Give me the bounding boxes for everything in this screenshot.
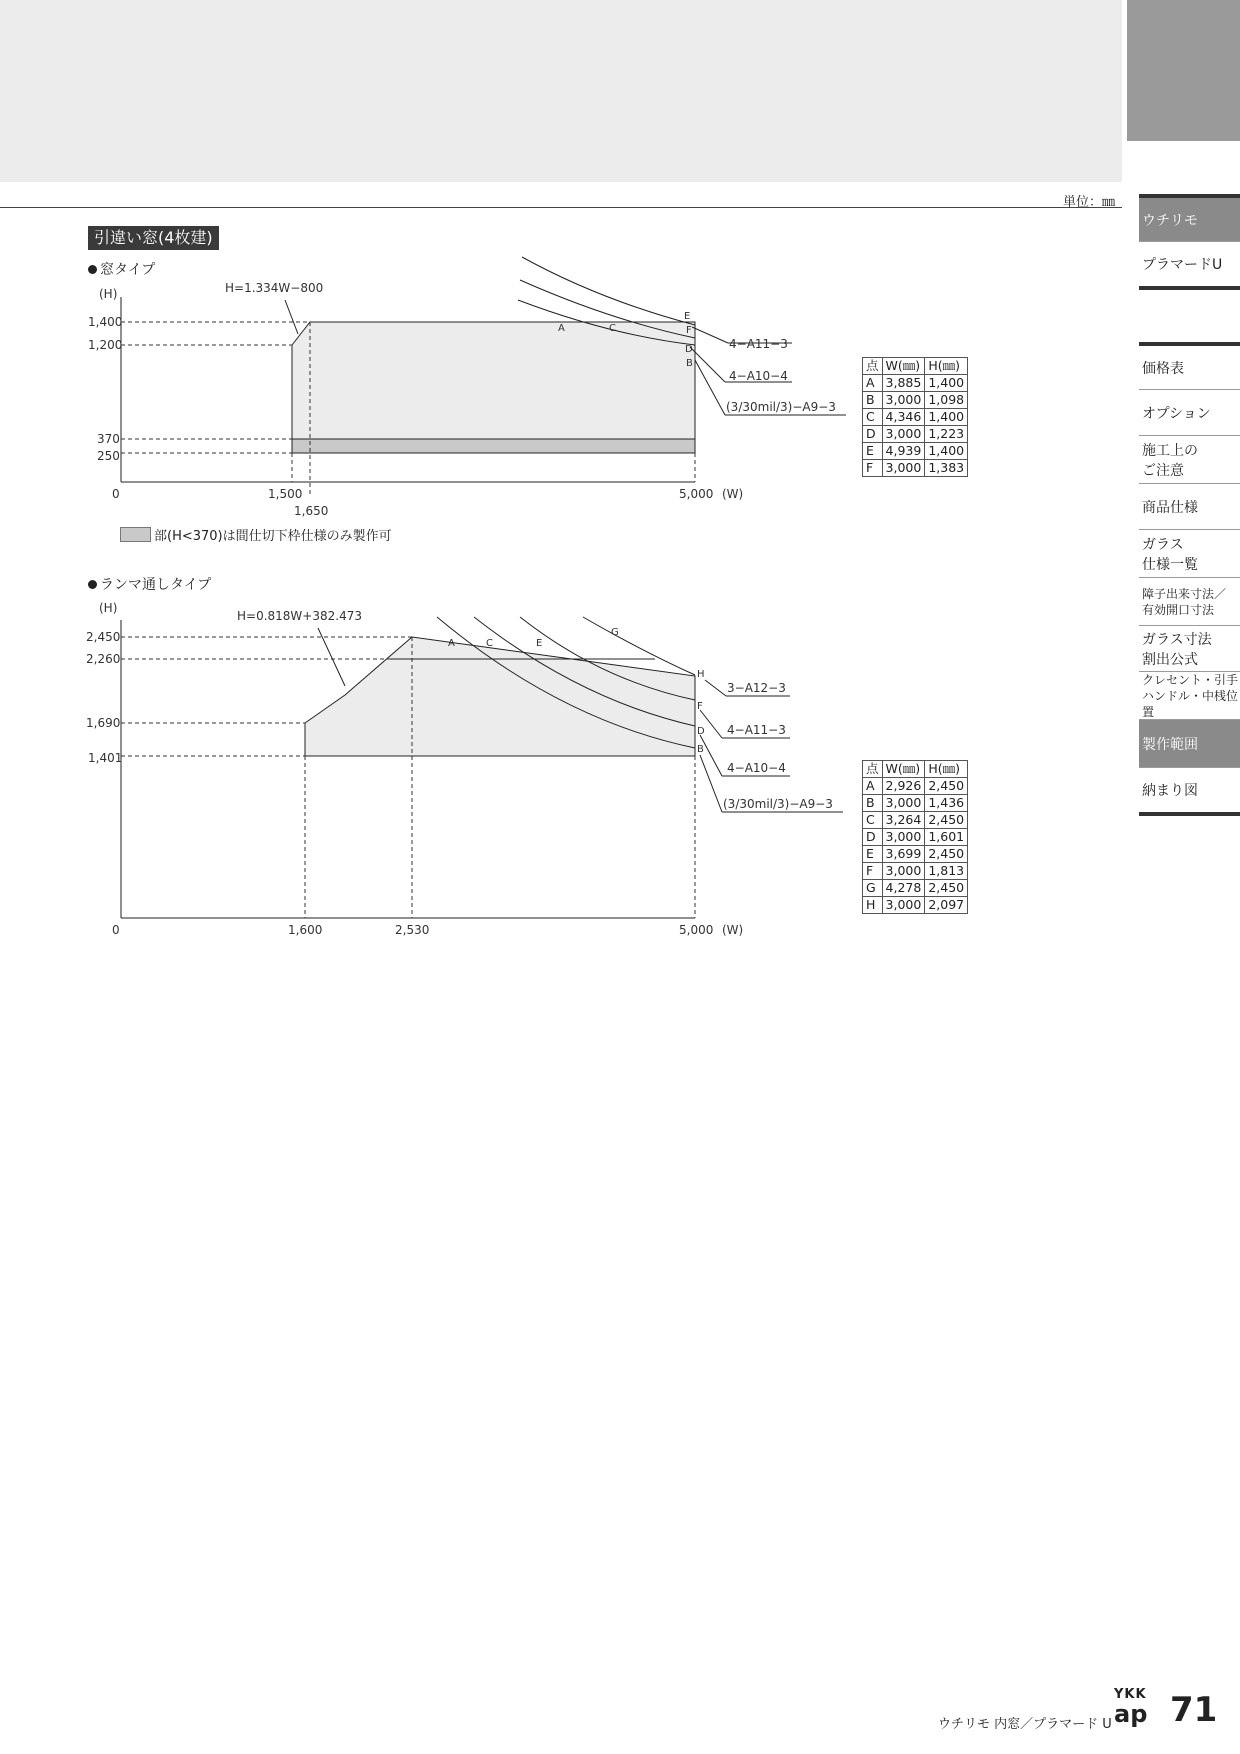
table-header-point: 点	[863, 358, 883, 375]
chart2-ytick-1690: 1,690	[86, 716, 121, 730]
table-cell: 1,400	[925, 409, 968, 426]
table-cell: 2,097	[925, 897, 968, 914]
table-cell: 3,264	[882, 812, 925, 829]
chart1-curve-label-2: 4−A10−4	[729, 369, 788, 383]
chart2-point-b: B	[697, 744, 704, 755]
chart1-x-axis-label: (W)	[722, 487, 744, 501]
nav-item-label: 商品仕様	[1142, 499, 1198, 516]
chart2-xtick-1600: 1,600	[288, 923, 323, 937]
nav-item-production-range[interactable]	[1139, 720, 1240, 768]
table-cell: F	[863, 863, 883, 880]
chart2-x-axis-label: (W)	[722, 923, 744, 937]
logo-ykk: YKK	[1114, 1687, 1147, 1702]
table-cell: 3,000	[882, 426, 925, 443]
chart1-ytick-0: 0	[112, 487, 120, 501]
chart1-formula-leader	[285, 300, 298, 334]
footer-text: ウチリモ 内窓／プラマード U	[938, 1717, 1112, 1732]
table-cell: 1,383	[925, 460, 968, 477]
nav-item-construction-notes[interactable]	[1139, 436, 1240, 484]
table-cell: 3,000	[882, 829, 925, 846]
chart1-leader-1	[692, 327, 728, 343]
chart2-ytick-1401: 1,401	[88, 751, 123, 765]
chart2-xtick-2530: 2,530	[395, 923, 430, 937]
table-cell: 4,278	[882, 880, 925, 897]
table-cell: E	[863, 443, 883, 460]
table-cell: D	[863, 829, 883, 846]
chart1-curve-label-3: (3/30mil/3)−A9−3	[726, 400, 836, 414]
nav-item-sash-dimensions[interactable]	[1139, 578, 1240, 626]
points-table-1	[862, 357, 968, 477]
chart2-subtitle	[88, 574, 211, 594]
chart1-ytick-250: 250	[97, 449, 120, 463]
nav-item-glass-formula[interactable]	[1139, 626, 1240, 672]
nav-item-glass-specs[interactable]	[1139, 530, 1240, 578]
table-cell: 1,400	[925, 443, 968, 460]
table-cell: 1,098	[925, 392, 968, 409]
table-cell: 4,346	[882, 409, 925, 426]
table-cell: C	[863, 812, 883, 829]
nav-item-label: 価格表	[1142, 360, 1184, 377]
table-cell: F	[863, 460, 883, 477]
nav-item-label: ガラス 仕様一覧	[1142, 536, 1198, 573]
table-row	[863, 863, 968, 880]
chart1-leader-3	[695, 360, 725, 415]
nav-item-crescent-position[interactable]	[1139, 672, 1240, 720]
table-cell: A	[863, 375, 883, 392]
points-table-2	[862, 760, 968, 914]
chart2-point-f: F	[697, 701, 703, 712]
table-cell: 3,000	[882, 897, 925, 914]
nav-item-label: 施工上の ご注意	[1142, 442, 1198, 479]
table-cell: C	[863, 409, 883, 426]
chart2-region	[305, 637, 695, 756]
chart1-ytick-1200: 1,200	[88, 338, 123, 352]
table-cell: G	[863, 880, 883, 897]
table-header-point: 点	[863, 761, 883, 778]
nav-item-specs[interactable]	[1139, 484, 1240, 530]
table-header-h: H(㎜)	[925, 358, 968, 375]
chart2-y-axis-label: (H)	[99, 601, 118, 615]
table-row	[863, 460, 968, 477]
chart1-point-d: D	[685, 344, 693, 355]
chart2-curve-label-2: 4−A11−3	[727, 723, 786, 737]
chart2-curve-label-3: 4−A10−4	[727, 761, 786, 775]
nav-item-price-list[interactable]	[1139, 342, 1240, 390]
table-cell: 1,400	[925, 375, 968, 392]
nav-gap	[1139, 290, 1240, 342]
table-row	[863, 846, 968, 863]
table-row	[863, 778, 968, 795]
table-row	[863, 829, 968, 846]
table-cell: A	[863, 778, 883, 795]
chart1-curve-label-1: 4−A11−3	[729, 337, 788, 351]
chart2-point-e: E	[536, 638, 543, 649]
table-cell: H	[863, 897, 883, 914]
nav-item-label: 納まり図	[1142, 783, 1198, 799]
nav-item-label: 障子出来寸法／ 有効開口寸法	[1142, 586, 1227, 617]
table-cell: 2,450	[925, 880, 968, 897]
chart1-ytick-370: 370	[97, 432, 120, 446]
table-cell: 1,601	[925, 829, 968, 846]
chart1-point-e: E	[684, 311, 691, 322]
nav-item-label: ガラス寸法 割出公式	[1142, 631, 1212, 668]
nav-item-label: 製作範囲	[1142, 736, 1198, 753]
table-row	[863, 812, 968, 829]
table-cell: 3,000	[882, 863, 925, 880]
chart1-region	[292, 322, 695, 439]
chart1-point-f: F	[686, 325, 692, 336]
chart2-curve-label-4: (3/30mil/3)−A9−3	[723, 797, 833, 811]
table-cell: 1,223	[925, 426, 968, 443]
table-cell: 1,436	[925, 795, 968, 812]
table-cell: B	[863, 795, 883, 812]
table-cell: 2,450	[925, 846, 968, 863]
table-row	[863, 392, 968, 409]
page-number: 71	[1170, 1690, 1218, 1730]
chart2-xtick-5000: 5,000	[679, 923, 714, 937]
restricted-swatch	[120, 527, 151, 542]
nav-item-label: オプション	[1142, 405, 1211, 422]
table-row	[863, 375, 968, 392]
nav-item-label: クレセント・引手 ハンドル・中桟位置	[1142, 672, 1239, 719]
chart2-ytick-0: 0	[112, 923, 120, 937]
table-cell: 3,885	[882, 375, 925, 392]
nav-item-label: プラマードU	[1142, 257, 1223, 273]
table-row	[863, 795, 968, 812]
chart2-point-g: G	[611, 627, 619, 638]
table-cell: 2,926	[882, 778, 925, 795]
nav-item-options[interactable]	[1139, 390, 1240, 436]
chart1-formula: H=1.334W−800	[225, 281, 324, 295]
table-cell: E	[863, 846, 883, 863]
chart1-xtick-5000: 5,000	[679, 487, 714, 501]
table-cell: 2,450	[925, 778, 968, 795]
ykk-ap-logo	[1114, 1688, 1150, 1728]
logo-ap: ap	[1114, 1700, 1148, 1728]
table-header-w: W(㎜)	[882, 761, 925, 778]
nav-item-installation-drawings[interactable]	[1139, 768, 1240, 816]
table-header-row	[863, 761, 968, 778]
chart2-ytick-2260: 2,260	[86, 652, 121, 666]
table-cell: 3,000	[882, 392, 925, 409]
chart1-point-b: B	[686, 358, 693, 369]
chart2-formula: H=0.818W+382.473	[237, 609, 362, 623]
chart2-leader-4	[700, 755, 722, 812]
chart2-subtitle-text: ランマ通しタイプ	[100, 577, 212, 593]
chart1-y-axis-label: (H)	[99, 287, 118, 301]
chart2-curve-label-1: 3−A12−3	[727, 681, 786, 695]
chart2-point-h: H	[697, 669, 705, 680]
chart2-ytick-2450: 2,450	[86, 630, 121, 644]
chart2-point-a: A	[448, 638, 455, 649]
chart1-point-c: C	[609, 323, 616, 334]
side-nav	[1139, 194, 1240, 816]
table-cell: 4,939	[882, 443, 925, 460]
table-cell: 3,000	[882, 460, 925, 477]
table-cell: B	[863, 392, 883, 409]
table-cell: D	[863, 426, 883, 443]
unit-label: 単位：㎜	[1063, 195, 1116, 210]
chart1-note	[120, 525, 392, 544]
table-row	[863, 426, 968, 443]
table-header-h: H(㎜)	[925, 761, 968, 778]
chart1-ytick-1400: 1,400	[88, 315, 123, 329]
chart1-subtitle-text: 窓タイプ	[100, 262, 156, 278]
chart2-leader-3	[700, 735, 722, 776]
section-title: 引違い窓(4枚建)	[88, 226, 219, 250]
table-cell: 1,813	[925, 863, 968, 880]
chart1-point-a: A	[558, 323, 565, 334]
table-cell: 3,699	[882, 846, 925, 863]
table-header-row	[863, 358, 968, 375]
nav-item-plamade-u[interactable]	[1139, 242, 1240, 290]
table-row	[863, 897, 968, 914]
chart1-note-text: 部(H<370)は間仕切下枠仕様のみ製作可	[154, 529, 392, 544]
table-row	[863, 443, 968, 460]
chart1-xtick-1500: 1,500	[268, 487, 303, 501]
chart2-point-d: D	[697, 726, 705, 737]
table-cell: 3,000	[882, 795, 925, 812]
table-cell: 2,450	[925, 812, 968, 829]
chart2-leader-1	[705, 680, 726, 696]
table-row	[863, 409, 968, 426]
bullet-icon	[88, 580, 97, 589]
nav-item-uchirimo[interactable]	[1139, 194, 1240, 242]
table-header-w: W(㎜)	[882, 358, 925, 375]
table-row	[863, 880, 968, 897]
chart2-point-c: C	[486, 638, 493, 649]
chart1-restricted-band	[292, 439, 695, 453]
nav-item-label: ウチリモ	[1142, 212, 1198, 229]
chart1-xtick-1650: 1,650	[294, 504, 329, 518]
